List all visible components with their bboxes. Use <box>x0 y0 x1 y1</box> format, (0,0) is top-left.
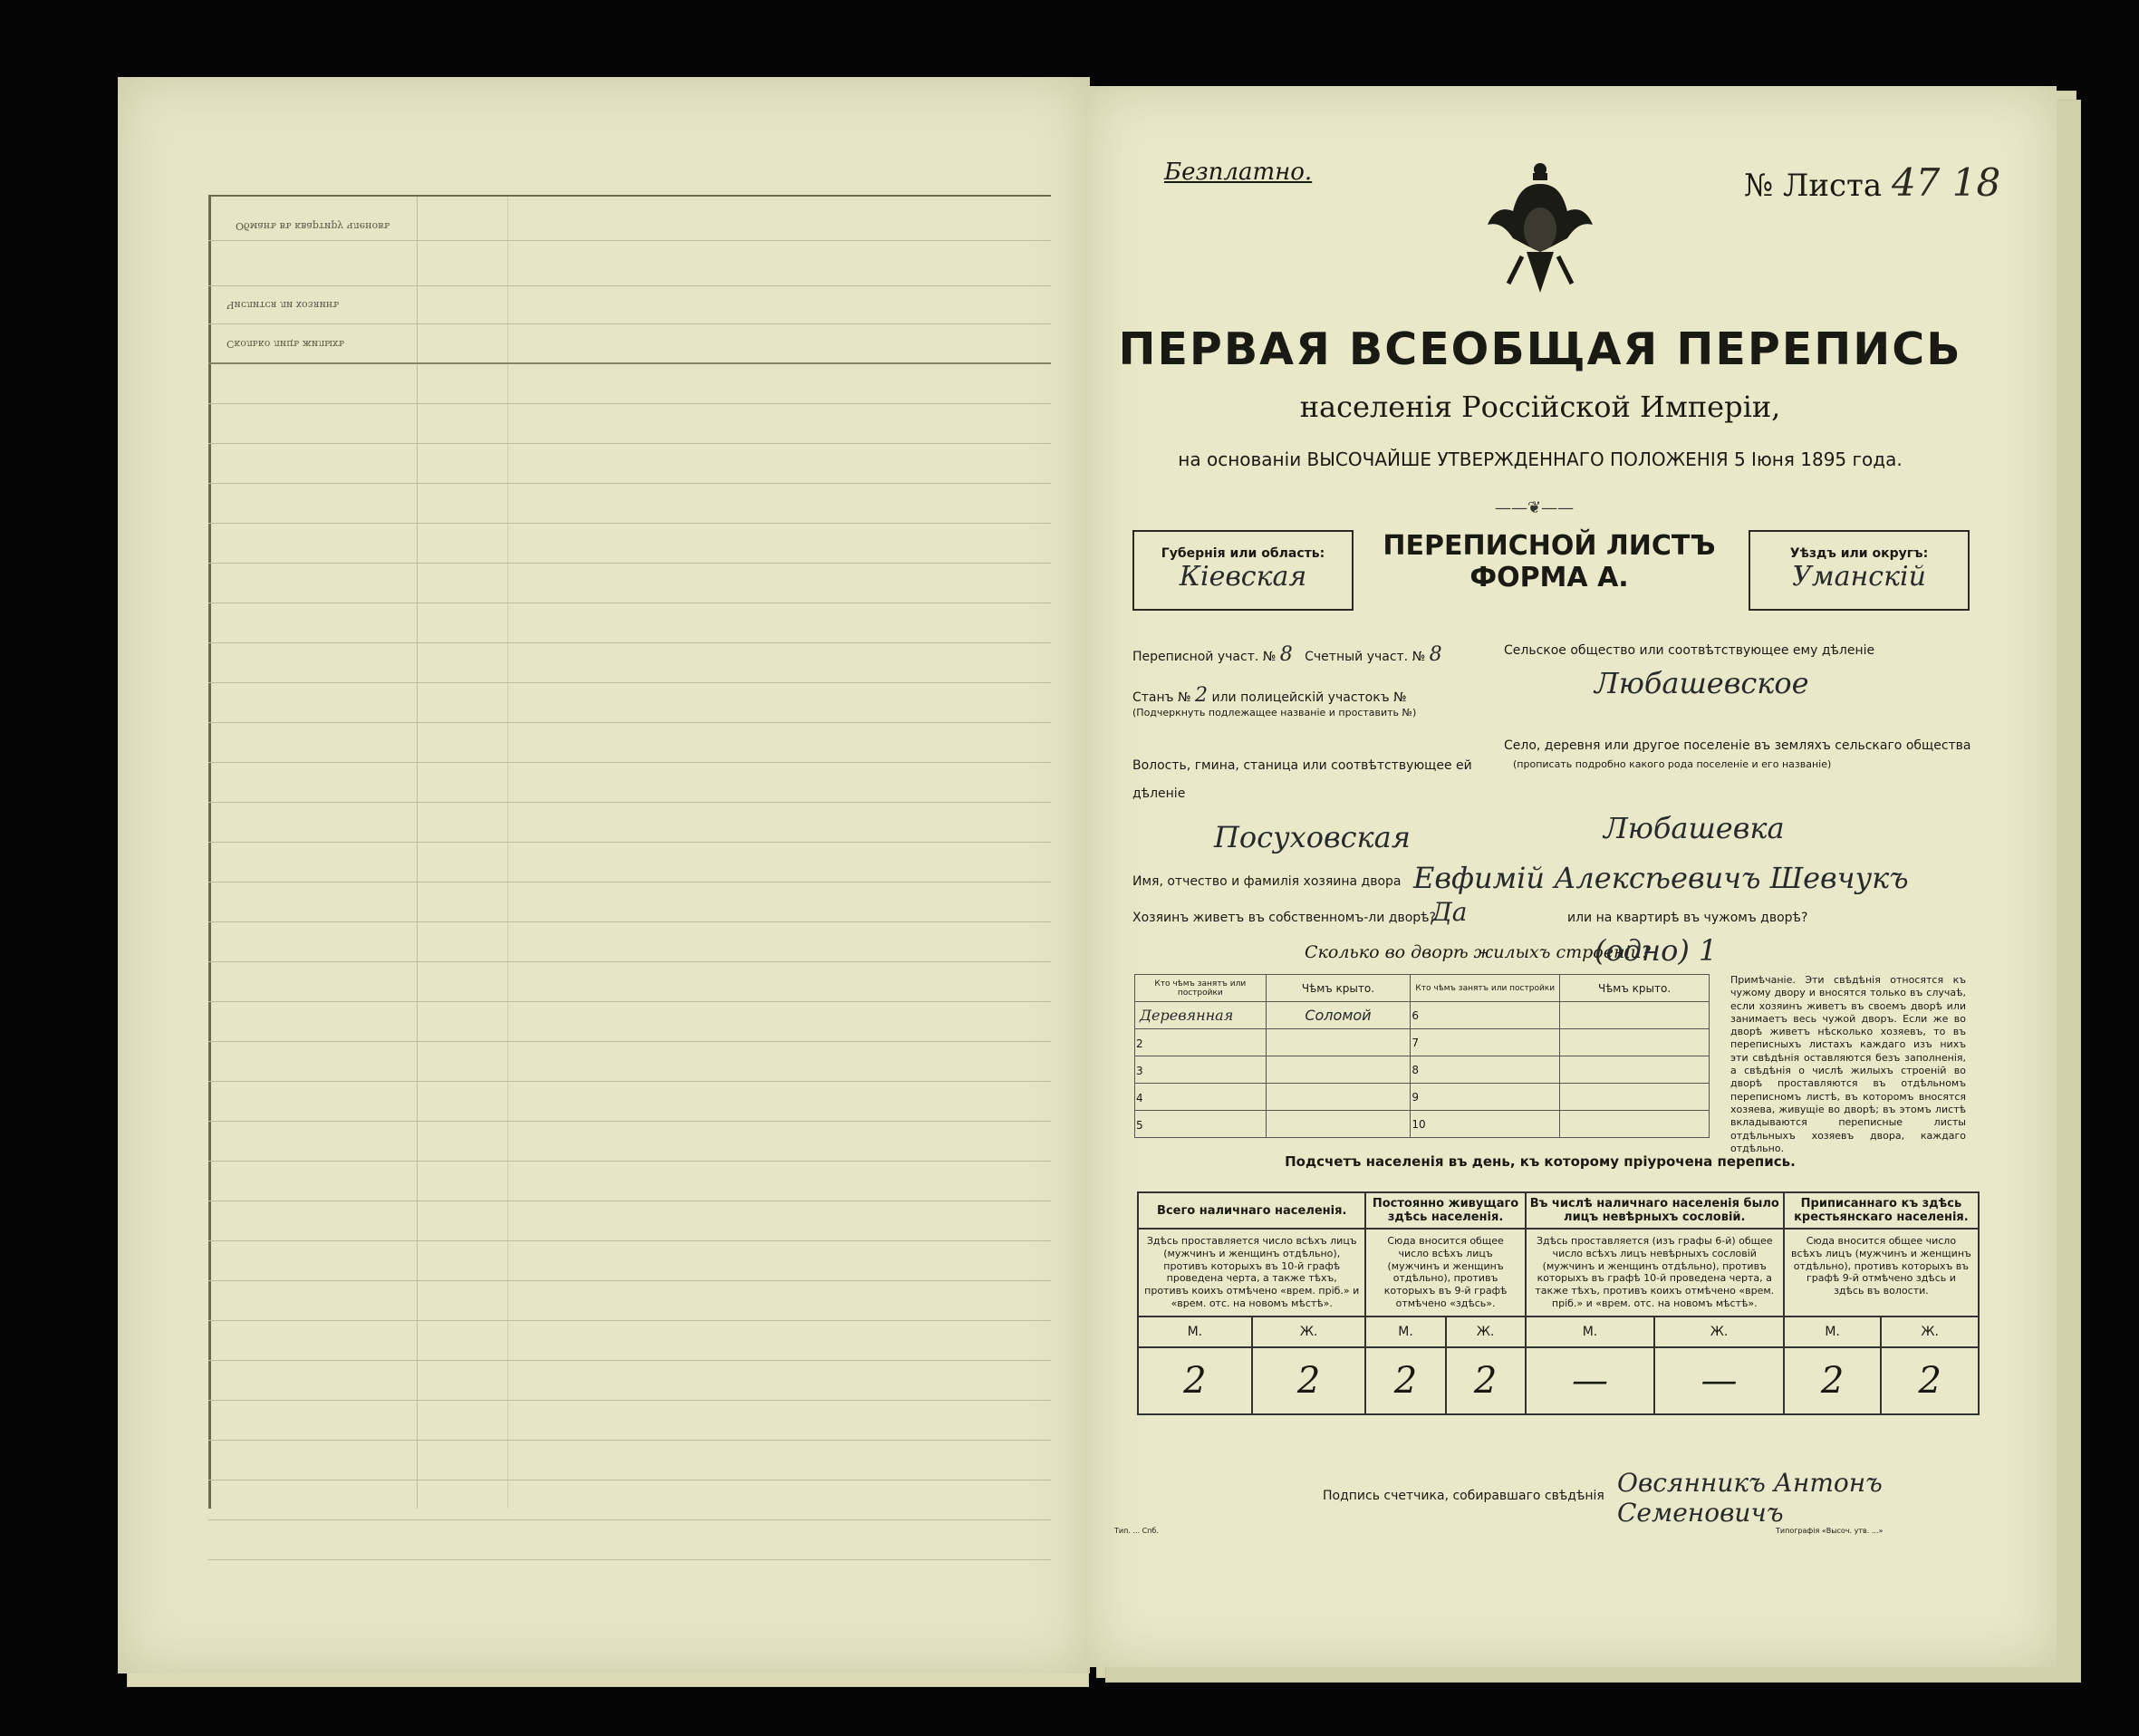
ledger-row-line <box>208 362 1051 364</box>
rooms-left-type-value: Деревянная <box>1140 1007 1234 1024</box>
ledger-row-line <box>208 722 1051 723</box>
form-basis: на основаніи ВЫСОЧАЙШЕ УТВЕРЖДЕННАГО ПОЛОЖЕНІЯ 5 Іюня 1895 года. <box>1178 448 1903 470</box>
rooms-right-roof <box>1560 1084 1710 1111</box>
ledger-row-line <box>208 443 1051 444</box>
rooms-left-roof <box>1266 1029 1411 1056</box>
rooms-right-num: 10 <box>1411 1111 1560 1138</box>
male-count: 2 <box>1365 1347 1445 1414</box>
rooms-left-type <box>1135 1111 1267 1138</box>
form-header-subtitle: ФОРМА А. <box>1469 562 1629 593</box>
ledger-tiny-a: Числится ли хозяинъ <box>226 299 340 311</box>
rooms-left-num: 4 <box>1136 1092 1143 1104</box>
note-text: Примѣчаніе. Эти свѣдѣнія относятся къ чужому двору и вносятся только въ случаѣ, если хозяинъ живетъ въ своемъ дворѣ или занимаетъ весь чужой дворъ. Если же во дворѣ живетъ нѣсколько хозяевъ, то въ переписныхъ листахъ каждаго изъ нихъ эти свѣдѣнія оставляются безъ заполненія, а свѣдѣнія о числѣ жилыхъ строеній во дворѣ проставляются въ отдѣльномъ переписномъ листѣ, въ которомъ вносятся хозяева, живущіе во дворѣ; въ этомъ листѣ вкладываются переписные листы отдѣльныхъ хозяевъ двора, каждаго отдѣльно. <box>1730 974 1966 1154</box>
female-count: 2 <box>1252 1347 1366 1414</box>
ledger-column-line <box>507 195 508 1509</box>
count-column-desc: Сюда вносится общее число всѣхъ лицъ (мужчинъ и женщинъ отдѣльно), противъ которыхъ въ графѣ 9-й отмѣчено здѣсь и здѣсь въ волости. <box>1784 1229 1979 1316</box>
male-label: М. <box>1526 1316 1655 1347</box>
ledger-row-line <box>208 403 1051 404</box>
rooms-right-roof <box>1560 1002 1710 1029</box>
province-label: Губернія или область: <box>1161 546 1325 561</box>
printer-right: Типографія «Высоч. утв. ...» <box>1776 1527 1884 1535</box>
rooms-left-num: 5 <box>1136 1119 1143 1132</box>
stan-label: Станъ № <box>1132 690 1191 705</box>
count-district-value: 8 <box>1429 643 1442 666</box>
census-district-row <box>1132 643 1495 666</box>
police-label: или полицейскій участокъ № <box>1211 690 1407 705</box>
village-value: Любашевка <box>1604 811 1785 845</box>
female-label: Ж. <box>1446 1316 1526 1347</box>
ledger-row-line <box>208 1519 1051 1520</box>
buildings-value: (одно) 1 <box>1595 933 1718 968</box>
count-sex-row <box>1138 1316 1979 1347</box>
rooms-left-type <box>1135 1002 1267 1029</box>
ledger-row-line <box>208 285 1051 286</box>
ledger-margin-line <box>208 195 211 1509</box>
signature-value: Овсянникъ Антонъ Семеновичъ <box>1617 1468 1883 1528</box>
count-column-head: Постоянно живущаго здѣсь населенія. <box>1365 1192 1525 1229</box>
form-header <box>1359 530 1739 593</box>
ledger-row-line <box>208 323 1051 324</box>
owner-value: Евфимій Алексѣевичъ Шевчукъ <box>1413 861 1909 895</box>
ledger-tiny-head: Обманъ въ квартиру членовъ <box>236 220 390 232</box>
male-label: М. <box>1365 1316 1445 1347</box>
census-district-label: Переписной участ. № <box>1132 650 1277 664</box>
male-count: — <box>1526 1347 1655 1414</box>
ledger-row-line <box>208 483 1051 484</box>
count-desc-row <box>1138 1229 1979 1316</box>
ledger-row-line <box>208 642 1051 643</box>
male-count: 2 <box>1784 1347 1882 1414</box>
province-box <box>1132 530 1354 611</box>
village-label: Село, деревня или другое поселеніе въ земляхъ сельскаго общества <box>1504 738 1971 753</box>
rooms-left-roof: Соломой <box>1266 1002 1411 1029</box>
ledger-row-line <box>208 1320 1051 1321</box>
ledger-row-line <box>208 1121 1051 1122</box>
buildings-row <box>1135 1002 1710 1029</box>
free-label: Безплатно. <box>1164 159 1313 186</box>
village-note: (прописать подробно какого рода поселеніе и его названіе) <box>1513 758 1832 770</box>
count-column-desc: Здѣсь проставляется (изъ графы 6-й) общее число всѣхъ лицъ невѣрныхъ сословій (мужчинъ и женщинъ отдѣльно), противъ которыхъ въ графѣ 10-й проведена черта, а также тѣхъ, противъ коихъ отмѣчено «врем. пріб.» и «врем. отс. на новомъ мѣстѣ». <box>1526 1229 1784 1316</box>
ledger-row-line <box>208 921 1051 922</box>
count-value-row <box>1138 1347 1979 1414</box>
ledger-row-line <box>208 1081 1051 1082</box>
ledger-top-line <box>208 195 1051 197</box>
ledger-row-line <box>208 842 1051 843</box>
rooms-left-roof <box>1266 1056 1411 1084</box>
female-label: Ж. <box>1252 1316 1366 1347</box>
buildings-row <box>1135 1111 1710 1138</box>
rooms-right-num: 8 <box>1411 1056 1560 1084</box>
uezd-box <box>1749 530 1970 611</box>
ledger-column-line <box>417 195 418 1509</box>
rooms-left-type <box>1135 1056 1267 1084</box>
count-column-desc: Здѣсь проставляется число всѣхъ лицъ (мужчинъ и женщинъ отдѣльно), противъ которыхъ въ 10-й графѣ проведена черта, а также тѣхъ, противъ коихъ отмѣчено «врем. пріб.» и «врем. отс. на новомъ мѣстѣ». <box>1138 1229 1365 1316</box>
female-count: 2 <box>1446 1347 1526 1414</box>
sheet-number-label: № Листа <box>1744 168 1883 204</box>
rooms-right-roof <box>1560 1029 1710 1056</box>
ledger-row-line <box>208 1041 1051 1042</box>
ledger-row-line <box>208 1559 1051 1560</box>
form-header-title: ПЕРЕПИСНОЙ ЛИСТЪ <box>1383 530 1716 562</box>
census-district-value: 8 <box>1279 643 1293 666</box>
stan-row <box>1132 684 1495 707</box>
stan-value: 2 <box>1195 684 1209 707</box>
ledger-row-line <box>208 1360 1051 1361</box>
society-label: Сельское общество или соотвѣтствующее ему дѣленіе <box>1504 643 1875 658</box>
right-page <box>1087 86 2057 1667</box>
sheet-number <box>1744 160 2000 205</box>
rooms-left-num: 3 <box>1136 1065 1143 1077</box>
ledger-row-line <box>208 1161 1051 1162</box>
ledger-row-line <box>208 1001 1051 1002</box>
ledger-row-line <box>208 523 1051 524</box>
ledger-tiny-b: Сколько лицъ жилыхъ <box>226 338 345 350</box>
rooms-head-d: Чѣмъ крыто. <box>1560 975 1710 1002</box>
count-district-label: Счетный участ. № <box>1305 650 1426 664</box>
ledger-row-line <box>208 1440 1051 1441</box>
buildings-label: Сколько во дворѣ жилыхъ строеній? <box>1305 942 1651 962</box>
society-value: Любашевское <box>1595 666 1809 700</box>
female-count: 2 <box>1881 1347 1979 1414</box>
lives-label: Хозяинъ живетъ въ собственномъ-ли дворѣ? <box>1132 911 1436 925</box>
count-column-head: Всего наличнаго населенія. <box>1138 1192 1365 1229</box>
form-title: ПЕРВАЯ ВСЕОБЩАЯ ПЕРЕПИСЬ <box>1118 323 1962 375</box>
ledger-row-line <box>208 961 1051 962</box>
rooms-left-roof <box>1266 1084 1411 1111</box>
imperial-eagle-icon <box>1486 157 1595 302</box>
count-column-head: Въ числѣ наличнаго населенія было лицъ невѣрныхъ сословій. <box>1526 1192 1784 1229</box>
ledger-row-line <box>208 240 1051 241</box>
buildings-row <box>1135 1056 1710 1084</box>
uezd-label: Уѣздъ или округъ: <box>1789 546 1929 561</box>
signature-label: Подпись счетчика, собиравшаго свѣдѣнія <box>1323 1489 1604 1503</box>
form-subtitle: населенія Россійской Имперіи, <box>1299 390 1781 424</box>
ledger-row-line <box>208 563 1051 564</box>
volost-label: Волость, гмина, станица или соотвѣтствующее ей дѣленіе <box>1132 758 1472 801</box>
province-value: Кіевская <box>1179 561 1307 593</box>
ledger-row-line <box>208 802 1051 803</box>
ornament: ——❦—— <box>1495 498 1575 517</box>
owner-label: Имя, отчество и фамилія хозяина двора <box>1132 874 1402 889</box>
printer-left: Тип. ... Спб. <box>1114 1527 1159 1535</box>
rooms-right-roof <box>1560 1056 1710 1084</box>
left-page <box>118 77 1090 1673</box>
count-column-head: Приписаннаго къ здѣсь крестьянскаго населенія. <box>1784 1192 1979 1229</box>
rooms-left-type <box>1135 1084 1267 1111</box>
male-label: М. <box>1138 1316 1252 1347</box>
uezd-value: Уманскій <box>1792 561 1926 593</box>
ledger-row-line <box>208 762 1051 763</box>
volost-value: Посуховская <box>1214 820 1411 854</box>
male-label: М. <box>1784 1316 1882 1347</box>
count-title: Подсчетъ населенія въ день, къ которому пріурочена перепись. <box>1285 1153 1796 1170</box>
lives-alt: или на квартирѣ въ чужомъ дворѣ? <box>1567 911 1808 925</box>
rooms-left-num: 2 <box>1136 1037 1143 1050</box>
male-count: 2 <box>1138 1347 1252 1414</box>
rooms-right-num: 6 <box>1411 1002 1560 1029</box>
rooms-right-roof <box>1560 1111 1710 1138</box>
population-count-table <box>1137 1191 1980 1415</box>
female-label: Ж. <box>1654 1316 1784 1347</box>
underline-note: (Подчеркнуть подлежащее названіе и проставить №) <box>1132 707 1417 719</box>
left-ledger-grid <box>208 195 1051 1509</box>
rooms-right-num: 9 <box>1411 1084 1560 1111</box>
female-count: — <box>1654 1347 1784 1414</box>
count-head-row <box>1138 1192 1979 1229</box>
rooms-head-b: Чѣмъ крыто. <box>1266 975 1411 1002</box>
female-label: Ж. <box>1881 1316 1979 1347</box>
buildings-table <box>1134 974 1710 1138</box>
buildings-row <box>1135 1084 1710 1111</box>
rooms-head-a: Кто чѣмъ занятъ или постройки <box>1135 975 1267 1002</box>
lives-value: Да <box>1431 897 1468 927</box>
rooms-left-type <box>1135 1029 1267 1056</box>
ledger-row-line <box>208 1240 1051 1241</box>
ledger-row-line <box>208 682 1051 683</box>
sheet-number-value: 47 18 <box>1891 160 2001 205</box>
ledger-row-line <box>208 1280 1051 1281</box>
rooms-right-num: 7 <box>1411 1029 1560 1056</box>
rooms-left-roof <box>1266 1111 1411 1138</box>
count-column-desc: Сюда вносится общее число всѣхъ лицъ (мужчинъ и женщинъ отдѣльно), противъ которыхъ въ 9-й графѣ отмѣчено «здѣсь». <box>1365 1229 1525 1316</box>
ledger-row-line <box>208 1400 1051 1401</box>
buildings-row <box>1135 1029 1710 1056</box>
rooms-head-c: Кто чѣмъ занятъ или постройки <box>1411 975 1560 1002</box>
